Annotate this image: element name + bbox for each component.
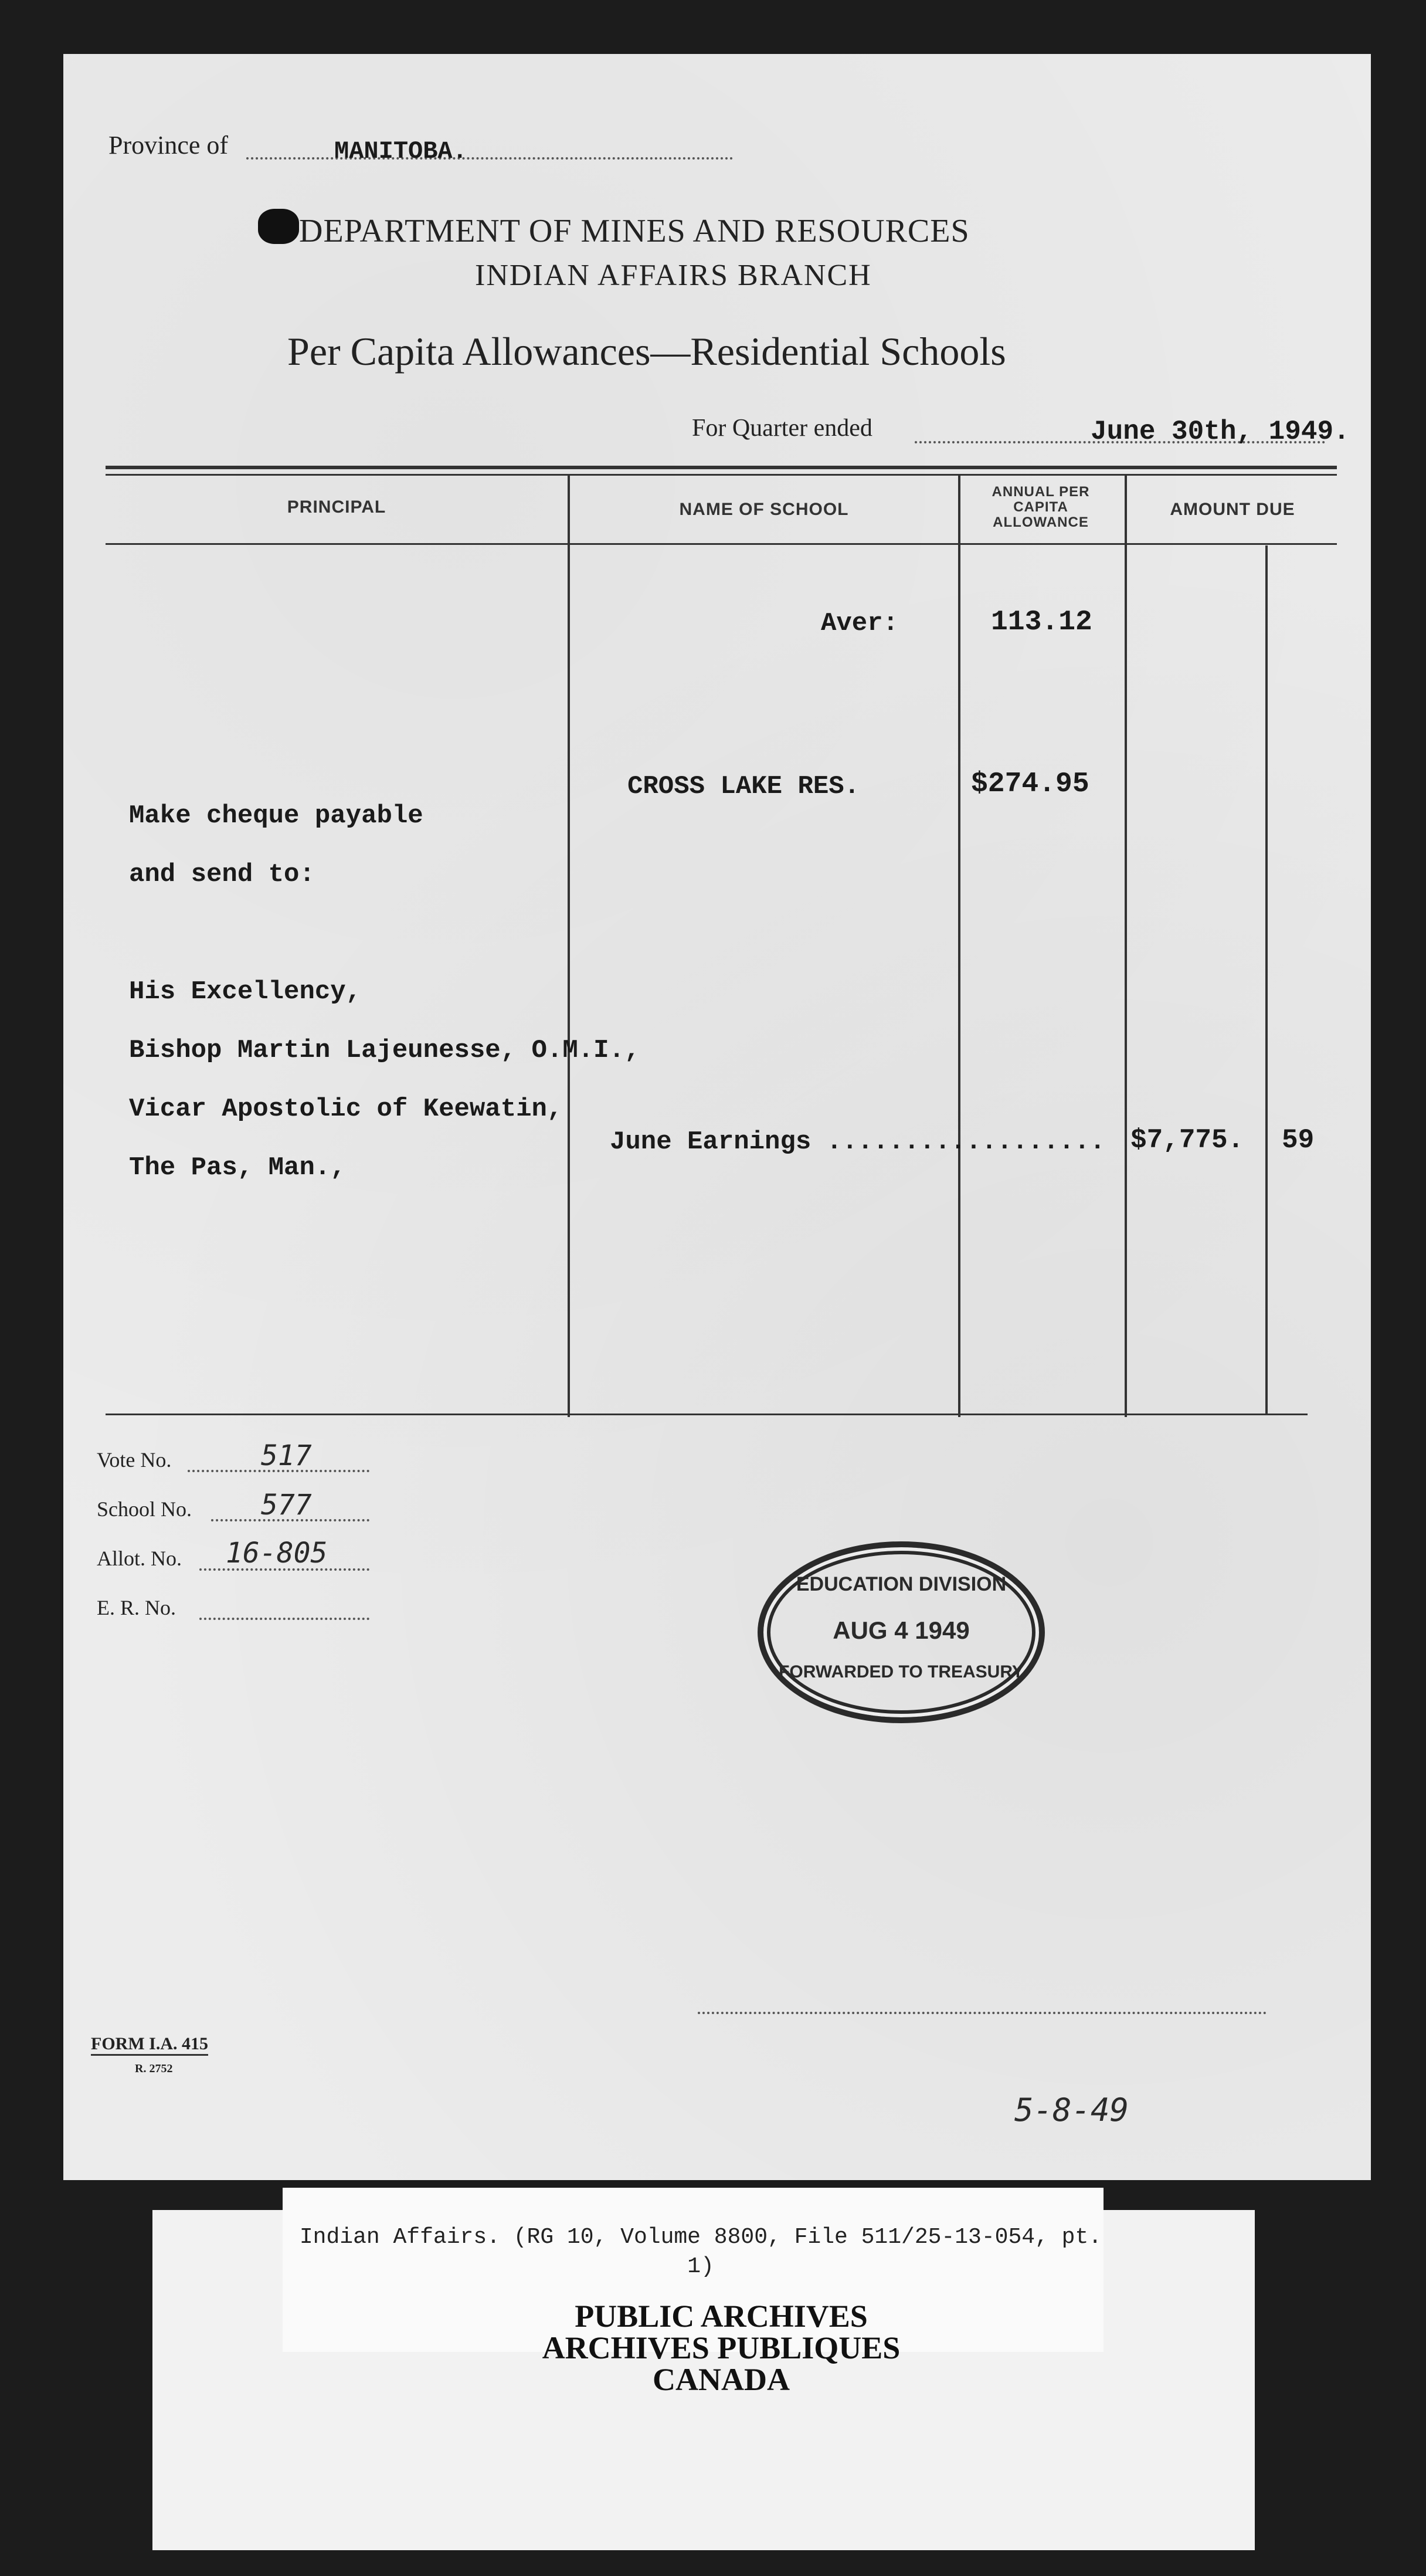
handwritten-date: 5-8-49 xyxy=(1014,2092,1129,2128)
quarter-value: June 30th, 1949. xyxy=(1091,416,1350,447)
school-no-label: School No. xyxy=(97,1497,192,1521)
amount-cents: 59 xyxy=(1282,1125,1315,1155)
col-header-allowance: ANNUAL PER CAPITA ALLOWANCE xyxy=(992,484,1090,530)
earnings-label: June Earnings .................. xyxy=(610,1127,1105,1157)
col-header-amount: AMOUNT DUE xyxy=(1170,500,1295,519)
column-divider-3 xyxy=(1125,474,1127,1417)
archive-line-3: CANADA xyxy=(653,2362,790,2397)
province-dotted-line xyxy=(246,134,733,160)
col-header-principal: PRINCIPAL xyxy=(287,497,386,517)
allot-value: 16-805 xyxy=(226,1537,328,1570)
department-heading: DEPARTMENT OF MINES AND RESOURCES xyxy=(299,213,970,249)
vote-label: Vote No. xyxy=(97,1448,172,1472)
archive-reference: Indian Affairs. (RG 10, Volume 8800, File 511/25-13-054, pt. 1) xyxy=(299,2225,1102,2279)
stamp-date: AUG 4 1949 xyxy=(833,1616,970,1644)
vote-value: 517 xyxy=(261,1439,312,1472)
education-division-stamp xyxy=(758,1541,1045,1723)
archive-name-block xyxy=(328,2300,1114,2395)
ink-blot xyxy=(258,209,299,244)
er-label: E. R. No. xyxy=(97,1596,176,1619)
principal-block xyxy=(129,772,640,1182)
quarter-label: For Quarter ended xyxy=(692,415,872,442)
table-top-rule-thin xyxy=(106,474,1337,476)
principal-line: Vicar Apostolic of Keewatin, xyxy=(129,1094,563,1124)
archive-line-1: PUBLIC ARCHIVES xyxy=(575,2299,868,2334)
principal-line: and send to: xyxy=(129,860,315,889)
form-ref: R. 2752 xyxy=(135,2062,173,2075)
table-top-rule xyxy=(106,466,1337,469)
form-number: FORM I.A. 415 xyxy=(91,2034,208,2056)
table-header-rule xyxy=(106,543,1337,545)
school-no-value: 577 xyxy=(261,1489,312,1521)
principal-line: Make cheque payable xyxy=(129,801,423,831)
principal-line: His Excellency, xyxy=(129,977,362,1006)
province-label: Province of xyxy=(108,131,229,160)
stamp-bottom-text: FORWARDED TO TREASURY xyxy=(779,1662,1024,1682)
stamp-top-text: EDUCATION DIVISION xyxy=(796,1573,1007,1595)
cents-divider xyxy=(1265,545,1268,1414)
allot-label: Allot. No. xyxy=(97,1547,182,1570)
col-header-school: NAME OF SCHOOL xyxy=(679,500,849,519)
archive-line-2: ARCHIVES PUBLIQUES xyxy=(542,2330,901,2365)
aver-value: 113.12 xyxy=(991,606,1092,638)
er-dotted-line xyxy=(199,1597,369,1620)
per-capita-value: $274.95 xyxy=(971,768,1089,800)
branch-heading: INDIAN AFFAIRS BRANCH xyxy=(475,259,872,292)
amount-dollars: $7,775. xyxy=(1130,1125,1244,1155)
form-title: Per Capita Allowances—Residential Schools xyxy=(287,329,1006,374)
principal-line: The Pas, Man., xyxy=(129,1153,346,1182)
province-value: MANITOBA. xyxy=(334,137,467,165)
column-divider-2 xyxy=(958,474,960,1417)
principal-line xyxy=(129,918,640,948)
table-bottom-rule xyxy=(106,1414,1308,1415)
signature-dotted-line xyxy=(698,2000,1267,2014)
aver-label: Aver: xyxy=(821,609,899,638)
school-name: CROSS LAKE RES. xyxy=(627,772,860,801)
principal-line: Bishop Martin Lajeunesse, O.M.I., xyxy=(129,1036,640,1065)
